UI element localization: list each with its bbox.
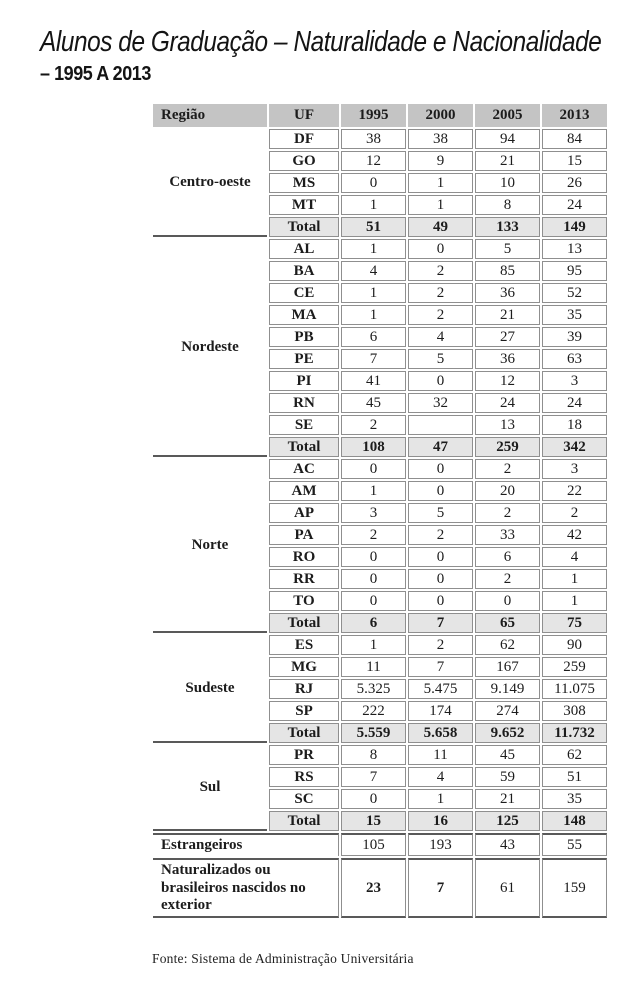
region-label: Nordeste: [153, 239, 267, 457]
value-cell: 149: [542, 217, 607, 237]
total-label: Total: [269, 437, 339, 457]
value-cell: 4: [408, 327, 473, 347]
value-cell: 2: [475, 503, 540, 523]
value-cell: 90: [542, 635, 607, 655]
table-body: [153, 129, 607, 918]
value-cell: 41: [341, 371, 406, 391]
value-cell: 7: [341, 767, 406, 787]
value-cell: 125: [475, 811, 540, 831]
value-cell: 0: [341, 569, 406, 589]
value-cell: 2: [408, 305, 473, 325]
region-label: Norte: [153, 459, 267, 633]
value-cell: 36: [475, 283, 540, 303]
value-cell: 9.149: [475, 679, 540, 699]
uf-label: ES: [269, 635, 339, 655]
table-row: [153, 129, 607, 149]
header-row: [153, 104, 607, 127]
page-subtitle: – 1995 A 2013: [40, 63, 151, 85]
value-cell: 23: [341, 858, 406, 918]
value-cell: 94: [475, 129, 540, 149]
value-cell: 0: [408, 459, 473, 479]
value-cell: 36: [475, 349, 540, 369]
footer-row-label: Estrangeiros: [153, 833, 339, 856]
table-header: [153, 104, 607, 127]
uf-label: GO: [269, 151, 339, 171]
students-table: [151, 102, 609, 920]
uf-label: AL: [269, 239, 339, 259]
source-note: Fonte: Sistema de Administração Universitária: [152, 951, 414, 966]
uf-label: RR: [269, 569, 339, 589]
uf-label: AC: [269, 459, 339, 479]
value-cell: 45: [341, 393, 406, 413]
value-cell: 49: [408, 217, 473, 237]
value-cell: 33: [475, 525, 540, 545]
uf-label: MA: [269, 305, 339, 325]
value-cell: 259: [475, 437, 540, 457]
value-cell: 27: [475, 327, 540, 347]
value-cell: 45: [475, 745, 540, 765]
value-cell: 8: [475, 195, 540, 215]
uf-label: BA: [269, 261, 339, 281]
value-cell: 22: [542, 481, 607, 501]
value-cell: 0: [341, 591, 406, 611]
value-cell: 21: [475, 305, 540, 325]
value-cell: 1: [408, 173, 473, 193]
value-cell: 7: [408, 858, 473, 918]
value-cell: 0: [341, 547, 406, 567]
total-label: Total: [269, 217, 339, 237]
value-cell: 222: [341, 701, 406, 721]
value-cell: 26: [542, 173, 607, 193]
column-header-2013: 2013: [542, 104, 607, 127]
value-cell: 6: [475, 547, 540, 567]
value-cell: 0: [408, 591, 473, 611]
value-cell: 5: [408, 349, 473, 369]
value-cell: 20: [475, 481, 540, 501]
value-cell: 167: [475, 657, 540, 677]
value-cell: 2: [341, 415, 406, 435]
value-cell: 39: [542, 327, 607, 347]
value-cell: 9: [408, 151, 473, 171]
value-cell: 1: [341, 305, 406, 325]
value-cell: 1: [542, 591, 607, 611]
value-cell: 6: [341, 327, 406, 347]
value-cell: 52: [542, 283, 607, 303]
value-cell: 1: [341, 635, 406, 655]
value-cell: 148: [542, 811, 607, 831]
value-cell: 0: [408, 481, 473, 501]
value-cell: 85: [475, 261, 540, 281]
total-label: Total: [269, 811, 339, 831]
value-cell: 38: [341, 129, 406, 149]
value-cell: 63: [542, 349, 607, 369]
value-cell: 95: [542, 261, 607, 281]
value-cell: 0: [408, 371, 473, 391]
uf-label: PE: [269, 349, 339, 369]
value-cell: 55: [542, 833, 607, 856]
value-cell: 193: [408, 833, 473, 856]
value-cell: 7: [408, 657, 473, 677]
uf-label: PA: [269, 525, 339, 545]
value-cell: 38: [408, 129, 473, 149]
table-row: [153, 459, 607, 479]
value-cell: 1: [341, 239, 406, 259]
uf-label: PR: [269, 745, 339, 765]
uf-label: RN: [269, 393, 339, 413]
uf-label: RO: [269, 547, 339, 567]
value-cell: 35: [542, 789, 607, 809]
value-cell: 47: [408, 437, 473, 457]
value-cell: 84: [542, 129, 607, 149]
column-header-2005: 2005: [475, 104, 540, 127]
uf-label: TO: [269, 591, 339, 611]
table-row: [153, 745, 607, 765]
value-cell: [408, 415, 473, 435]
value-cell: 0: [408, 569, 473, 589]
uf-label: MG: [269, 657, 339, 677]
value-cell: 62: [542, 745, 607, 765]
total-label: Total: [269, 723, 339, 743]
value-cell: 3: [341, 503, 406, 523]
value-cell: 0: [475, 591, 540, 611]
value-cell: 0: [408, 239, 473, 259]
value-cell: 21: [475, 151, 540, 171]
uf-label: PI: [269, 371, 339, 391]
value-cell: 2: [408, 283, 473, 303]
value-cell: 65: [475, 613, 540, 633]
total-label: Total: [269, 613, 339, 633]
value-cell: 2: [542, 503, 607, 523]
value-cell: 61: [475, 858, 540, 918]
value-cell: 7: [408, 613, 473, 633]
value-cell: 133: [475, 217, 540, 237]
value-cell: 3: [542, 371, 607, 391]
column-header-2000: 2000: [408, 104, 473, 127]
uf-label: MT: [269, 195, 339, 215]
column-header-uf: UF: [269, 104, 339, 127]
value-cell: 274: [475, 701, 540, 721]
uf-label: CE: [269, 283, 339, 303]
uf-label: AP: [269, 503, 339, 523]
uf-label: RJ: [269, 679, 339, 699]
value-cell: 174: [408, 701, 473, 721]
value-cell: 13: [542, 239, 607, 259]
value-cell: 0: [341, 173, 406, 193]
value-cell: 51: [341, 217, 406, 237]
value-cell: 259: [542, 657, 607, 677]
value-cell: 7: [341, 349, 406, 369]
footer-row: [153, 833, 607, 856]
value-cell: 1: [408, 789, 473, 809]
value-cell: 2: [408, 261, 473, 281]
value-cell: 2: [408, 525, 473, 545]
value-cell: 2: [408, 635, 473, 655]
value-cell: 11: [408, 745, 473, 765]
value-cell: 42: [542, 525, 607, 545]
uf-label: MS: [269, 173, 339, 193]
value-cell: 62: [475, 635, 540, 655]
uf-label: RS: [269, 767, 339, 787]
region-label: Sul: [153, 745, 267, 831]
value-cell: 16: [408, 811, 473, 831]
region-label: Sudeste: [153, 635, 267, 743]
value-cell: 8: [341, 745, 406, 765]
value-cell: 6: [341, 613, 406, 633]
value-cell: 105: [341, 833, 406, 856]
value-cell: 11.075: [542, 679, 607, 699]
value-cell: 15: [341, 811, 406, 831]
uf-label: SE: [269, 415, 339, 435]
value-cell: 4: [341, 261, 406, 281]
value-cell: 5: [408, 503, 473, 523]
value-cell: 1: [542, 569, 607, 589]
uf-label: SC: [269, 789, 339, 809]
value-cell: 342: [542, 437, 607, 457]
value-cell: 59: [475, 767, 540, 787]
value-cell: 12: [341, 151, 406, 171]
value-cell: 10: [475, 173, 540, 193]
uf-label: PB: [269, 327, 339, 347]
table-row: [153, 239, 607, 259]
footer-row: [153, 858, 607, 918]
value-cell: 24: [475, 393, 540, 413]
value-cell: 21: [475, 789, 540, 809]
value-cell: 43: [475, 833, 540, 856]
region-label: Centro-oeste: [153, 129, 267, 237]
value-cell: 13: [475, 415, 540, 435]
value-cell: 308: [542, 701, 607, 721]
value-cell: 2: [475, 569, 540, 589]
table-row: [153, 635, 607, 655]
value-cell: 9.652: [475, 723, 540, 743]
value-cell: 24: [542, 393, 607, 413]
value-cell: 5.658: [408, 723, 473, 743]
value-cell: 18: [542, 415, 607, 435]
value-cell: 0: [341, 789, 406, 809]
value-cell: 5.325: [341, 679, 406, 699]
value-cell: 75: [542, 613, 607, 633]
value-cell: 2: [341, 525, 406, 545]
value-cell: 1: [408, 195, 473, 215]
value-cell: 2: [475, 459, 540, 479]
value-cell: 12: [475, 371, 540, 391]
value-cell: 0: [408, 547, 473, 567]
value-cell: 5.475: [408, 679, 473, 699]
value-cell: 4: [542, 547, 607, 567]
value-cell: 1: [341, 481, 406, 501]
uf-label: DF: [269, 129, 339, 149]
value-cell: 1: [341, 195, 406, 215]
uf-label: SP: [269, 701, 339, 721]
value-cell: 5: [475, 239, 540, 259]
value-cell: 15: [542, 151, 607, 171]
value-cell: 5.559: [341, 723, 406, 743]
value-cell: 4: [408, 767, 473, 787]
column-header-1995: 1995: [341, 104, 406, 127]
footer-row-label: Naturalizados ou brasileiros nascidos no exterior: [153, 858, 339, 918]
column-header-regiao: Região: [153, 104, 267, 127]
value-cell: 35: [542, 305, 607, 325]
value-cell: 3: [542, 459, 607, 479]
value-cell: 32: [408, 393, 473, 413]
value-cell: 51: [542, 767, 607, 787]
value-cell: 108: [341, 437, 406, 457]
value-cell: 24: [542, 195, 607, 215]
uf-label: AM: [269, 481, 339, 501]
value-cell: 1: [341, 283, 406, 303]
value-cell: 0: [341, 459, 406, 479]
value-cell: 11.732: [542, 723, 607, 743]
page-title: Alunos de Graduação – Naturalidade e Nacionalidade: [40, 26, 602, 58]
value-cell: 11: [341, 657, 406, 677]
value-cell: 159: [542, 858, 607, 918]
